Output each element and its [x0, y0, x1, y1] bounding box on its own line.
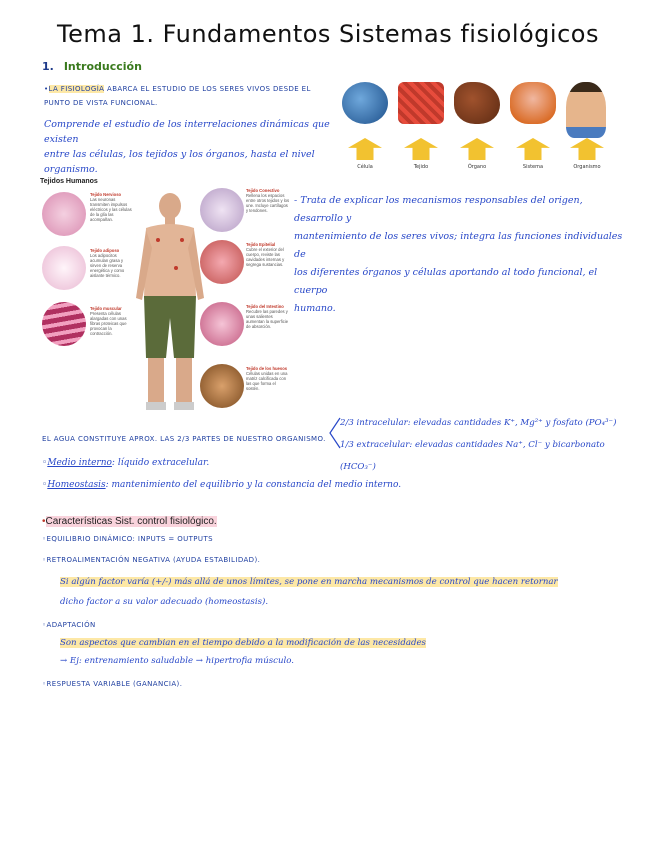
physiology-explanation: [294, 192, 624, 318]
level-label: Célula: [357, 164, 373, 170]
organ-image: [454, 82, 500, 124]
char-adaptacion: ◦ADAPTACIÓN: [42, 621, 96, 629]
retro-line2: dicho factor a su valor adecuado (homeostasis).: [60, 597, 269, 607]
muscle-tissue-image: [42, 302, 86, 346]
tissue-label-bone: Tejido de los huesos Células unidas en una matriz calcificada con las que forma el sostén.: [246, 366, 288, 391]
intro-line1: ABARCA EL ESTUDIO DE LOS SERES VIVOS DESDE EL: [107, 85, 311, 93]
organization-levels-figure: [338, 74, 620, 174]
retro-line1: Si algún factor varía (+/-) más allá de unos límites, se pone en marcha mecanismos de control que hacen retornar: [60, 577, 558, 587]
section-number: 1.: [42, 60, 54, 73]
intro-paragraph-2: [44, 117, 334, 177]
arrow-system: [516, 138, 550, 160]
explanation-line4: humano.: [294, 303, 336, 314]
tissue-image: [398, 82, 444, 124]
tissue-label-adipose: Tejido adiposo Los adipocitos acumulan grasa y sirven de reserva energética y como aislante térmico.: [90, 248, 125, 278]
def-homeostasis: : mantenimiento del equilibrio y la constancia del medio interno.: [105, 480, 402, 490]
tissue-label-nervous: Tejido Nervioso Las neuronas transmiten impulsos eléctricos y las células de la glía las acompañan.: [90, 192, 132, 222]
intro-line2: PUNTO DE VISTA FUNCIONAL.: [44, 99, 158, 107]
highlight-fisiologia: LA FISIOLOGÍA: [48, 85, 105, 93]
section-label: Introducción: [63, 60, 142, 73]
section-heading-caracteristicas: •Características Sist. control fisiológico.: [42, 516, 217, 527]
level-label: Tejido: [413, 164, 429, 170]
arrow-organism: [570, 138, 604, 160]
char-adaptacion-detail: [60, 634, 640, 670]
system-image: [510, 82, 556, 124]
arrow-cell: [348, 138, 382, 160]
tissue-label-muscle: Tejido muscular Presenta células alargadas con unas fibras proteicas que provocan la contracción.: [90, 306, 127, 336]
term-homeostasis: Homeostasis: [47, 480, 106, 490]
cell-image: [342, 82, 388, 124]
nervous-tissue-image: [42, 192, 86, 236]
adapt-line1: Son aspectos que cambian en el tiempo debido a la modificación de las necesidades: [60, 638, 426, 648]
intro-p2-line2: entre las células, los tejidos y los órganos, hasta el nivel: [44, 149, 315, 160]
water-statement: EL AGUA CONSTITUYE APROX. LAS 2/3 PARTES DE NUESTRO ORGANISMO.: [42, 435, 326, 443]
tissue-label-intestine: Tejido del Intestino Recubre las paredes y unas salientes aumentan la superficie de absorción.: [246, 304, 289, 329]
term-medio-interno: Medio interno: [47, 458, 112, 468]
bone-tissue-image: [200, 364, 244, 408]
tissue-label-connective: Tejido Conectivo Rellena los espacios entre otros tejidos y los une. Incluye cartílagos y tendones.: [246, 188, 290, 213]
tissue-label-epithelial: Tejido Epitelial Cubre el exterior del cuerpo, reviste las cavidades internas y segrega sustancias.: [246, 242, 285, 267]
organism-image: [566, 82, 606, 138]
water-intracellular: 2/3 intracelular: elevadas cantidades K⁺, Mg²⁺ y fosfato (PO₄³⁻): [340, 418, 617, 428]
explanation-line1: - Trata de explicar los mecanismos responsables del origen, desarrollo y: [294, 195, 583, 224]
arrow-organ: [460, 138, 494, 160]
definition-homeostasis: ◦Homeostasis: mantenimiento del equilibrio y la constancia del medio interno.: [42, 480, 402, 490]
explanation-line3: los diferentes órganos y células aportando al todo funcional, el cuerpo: [294, 267, 598, 296]
human-body-figure: [130, 188, 210, 416]
def-medio-interno: : líquido extracelular.: [111, 458, 210, 468]
connective-tissue-image: [200, 188, 244, 232]
section2-label: Características Sist. control fisiológico.: [45, 516, 217, 527]
char-retroalimentacion: ◦RETROALIMENTACIÓN NEGATIVA (AYUDA ESTABILIDAD).: [42, 556, 261, 564]
adapt-line2: → Ej: entrenamiento saludable → hipertrofia músculo.: [60, 656, 294, 666]
level-label: Órgano: [467, 164, 487, 170]
intro-p2-line3: organismo.: [44, 164, 98, 175]
page-title: Tema 1. Fundamentos Sistemas fisiológicos: [57, 20, 599, 48]
epithelial-tissue-image: [200, 240, 244, 284]
arrow-tissue: [404, 138, 438, 160]
char-equilibrio: ◦EQUILIBRIO DINÁMICO: INPUTS = OUTPUTS: [42, 535, 213, 543]
intro-paragraph: •LA FISIOLOGÍA ABARCA EL ESTUDIO DE LOS SERES VIVOS DESDE EL PUNTO DE VISTA FUNCIONAL.: [44, 85, 311, 107]
char-retroalimentacion-detail: [60, 572, 640, 612]
explanation-line2: mantenimiento de los seres vivos; integra las funciones individuales de: [294, 231, 623, 260]
level-label: Sistema: [522, 164, 544, 170]
level-label: Organismo: [573, 164, 601, 170]
section-heading-introduccion: [42, 60, 142, 73]
tissues-title: Tejidos Humanos: [40, 178, 98, 185]
char-respuesta-variable: ◦RESPUESTA VARIABLE (GANANCIA).: [42, 680, 183, 688]
water-extracellular: 1/3 extracelular: elevadas cantidades Na⁺, Cl⁻ y bicarbonato (HCO₃⁻): [340, 440, 605, 472]
definition-medio-interno: ◦Medio interno: líquido extracelular.: [42, 458, 210, 468]
adipose-tissue-image: [42, 246, 86, 290]
human-tissues-figure: [40, 178, 288, 418]
intestine-tissue-image: [200, 302, 244, 346]
intro-p2-line1: Comprende el estudio de los interrelaciones dinámicas que existen: [44, 119, 330, 145]
